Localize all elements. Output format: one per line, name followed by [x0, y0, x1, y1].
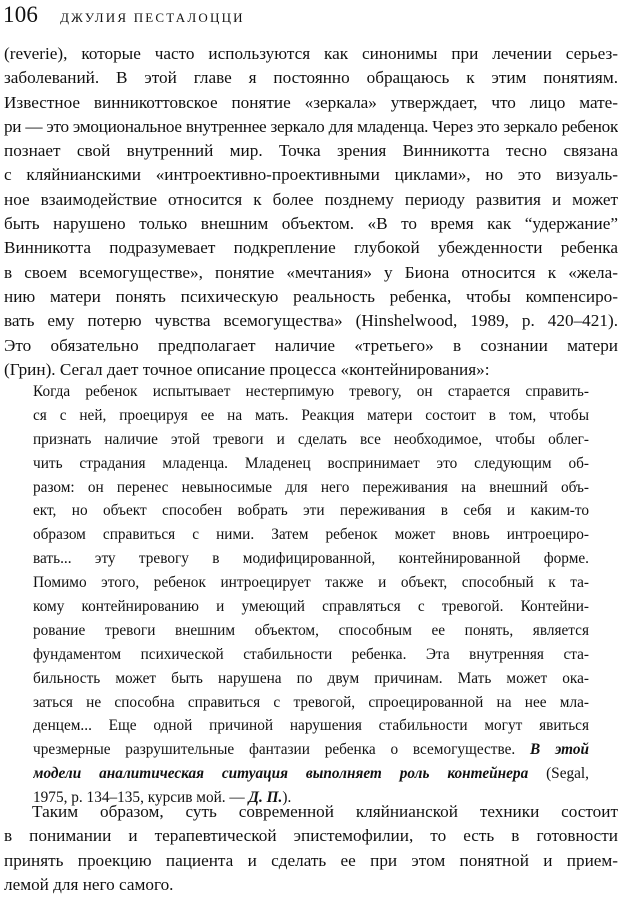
citation-text: (Segal,: [528, 765, 589, 783]
text-line: вать ему потерю чувства всемогущества» (Hinshelwood, 1989, p. 420–421).: [4, 311, 618, 331]
quote-line: Когда ребенок испытывает нестерпимую тревогу, он старается справить-: [33, 383, 589, 400]
paragraph-2: [4, 800, 618, 897]
quote-line: заться не способна справиться с тревогой, спроецированной на нее мла-: [33, 693, 589, 711]
quote-line: денцем... Еще одной причиной нарушения стабильности могут явиться: [33, 717, 589, 735]
running-title: ДЖУЛИЯ ПЕСТАЛОЦЦИ: [60, 10, 245, 25]
citation-end: ).: [282, 789, 292, 807]
quote-line: Помимо этого, ребенок интроецирует также и объект, способный к та-: [33, 574, 589, 592]
text-line: с кляйнианскими «интроективно-проективными циклами», но это визуаль-: [4, 165, 618, 185]
page-number: 106: [3, 2, 39, 27]
quote-line: ект, но объект способен вобрать эти переживания в себя и каким-то: [33, 502, 589, 520]
text-line: Это обязательно предполагает наличие «третьего» в сознании матери: [4, 335, 618, 355]
emphasized-text: В этой: [530, 741, 589, 759]
quote-line: [33, 738, 589, 762]
text-line: ное взаимодействие относится к более позднему периоду развития и может: [4, 189, 618, 209]
text-line: лемой для него самого.: [4, 874, 174, 894]
quote-line: разом: он перенес невыносимые для него переживания на внешний объ-: [33, 478, 589, 496]
text-line: заболеваний. В этой главе я постоянно обращаюсь к этим понятиям.: [4, 68, 618, 88]
text-line: Таким образом, суть современной кляйнианской техники состоит: [32, 802, 618, 821]
block-quote: [33, 380, 589, 810]
quote-line: рование тревоги внешним объектом, способным ее понять, является: [33, 621, 589, 639]
text-line: (reverie), которые часто используются как синонимы при лечении серьез-: [4, 44, 618, 63]
quote-line: вать... эту тревогу в модифицированной, контейнированной форме.: [33, 550, 589, 568]
emphasized-initials: Д. П.: [248, 789, 283, 807]
text-line: в своем всемогуществе», понятие «мечтания» у Биона относится к «жела-: [4, 262, 618, 282]
quote-line: кому контейнированию и умеющий справляться с тревогой. Контейни-: [33, 598, 589, 616]
paragraph-1: [4, 42, 618, 382]
quote-line: образом справиться с ними. Затем ребенок может вновь интроециро-: [33, 526, 589, 544]
text-line: (Грин). Сегал дает точное описание процесса «контейнирования»:: [4, 359, 490, 379]
text-line: Винникотта подразумевает подкрепление глубокой убежденности ребенка: [4, 238, 618, 258]
text-line: Известное винникоттовское понятие «зеркала» утверждает, что лицо мате-: [4, 92, 618, 112]
text-line: познает свой внутренний мир. Точка зрения Винникотта тесно связана: [4, 141, 618, 161]
quote-line: чить страдания младенца. Младенец воспринимает это следующим об-: [33, 454, 589, 472]
text-line: принять проекцию пациента и сделать ее при этом понятной и прием-: [4, 850, 618, 870]
page-header: [3, 2, 245, 34]
text-line: ри — это эмоциональное внутреннее зеркало для младенца. Через это зеркало ребенок: [4, 116, 618, 136]
quote-line: фундаментом психической стабильности ребенка. Эта внутренняя ста-: [33, 645, 589, 663]
text-line: в понимании и терапевтической эпистемофилии, то есть в готовности: [4, 826, 618, 846]
emphasized-text: модели аналитическая ситуация выполняет роль контейнера: [33, 765, 529, 783]
quote-line: ся с ней, проецируя ее на мать. Реакция матери состоит в том, чтобы: [33, 406, 589, 424]
text-line: нию матери понять психическую реальность ребенка, чтобы компенсиро-: [4, 286, 618, 306]
quote-line: бильность может быть нарушена по двум причинам. Мать может ока-: [33, 669, 589, 687]
citation-text: 1975, p. 134–135, курсив мой. —: [33, 789, 249, 807]
quote-line: признать наличие этой тревоги и сделать все необходимое, чтобы облег-: [33, 430, 589, 448]
quote-text: чрезмерные разрушительные фантазии ребенка о всемогуществе.: [33, 741, 516, 759]
text-line: быть нарушено только внешним объектом. «В то время как “удержание”: [4, 214, 618, 234]
quote-line: [33, 762, 589, 786]
